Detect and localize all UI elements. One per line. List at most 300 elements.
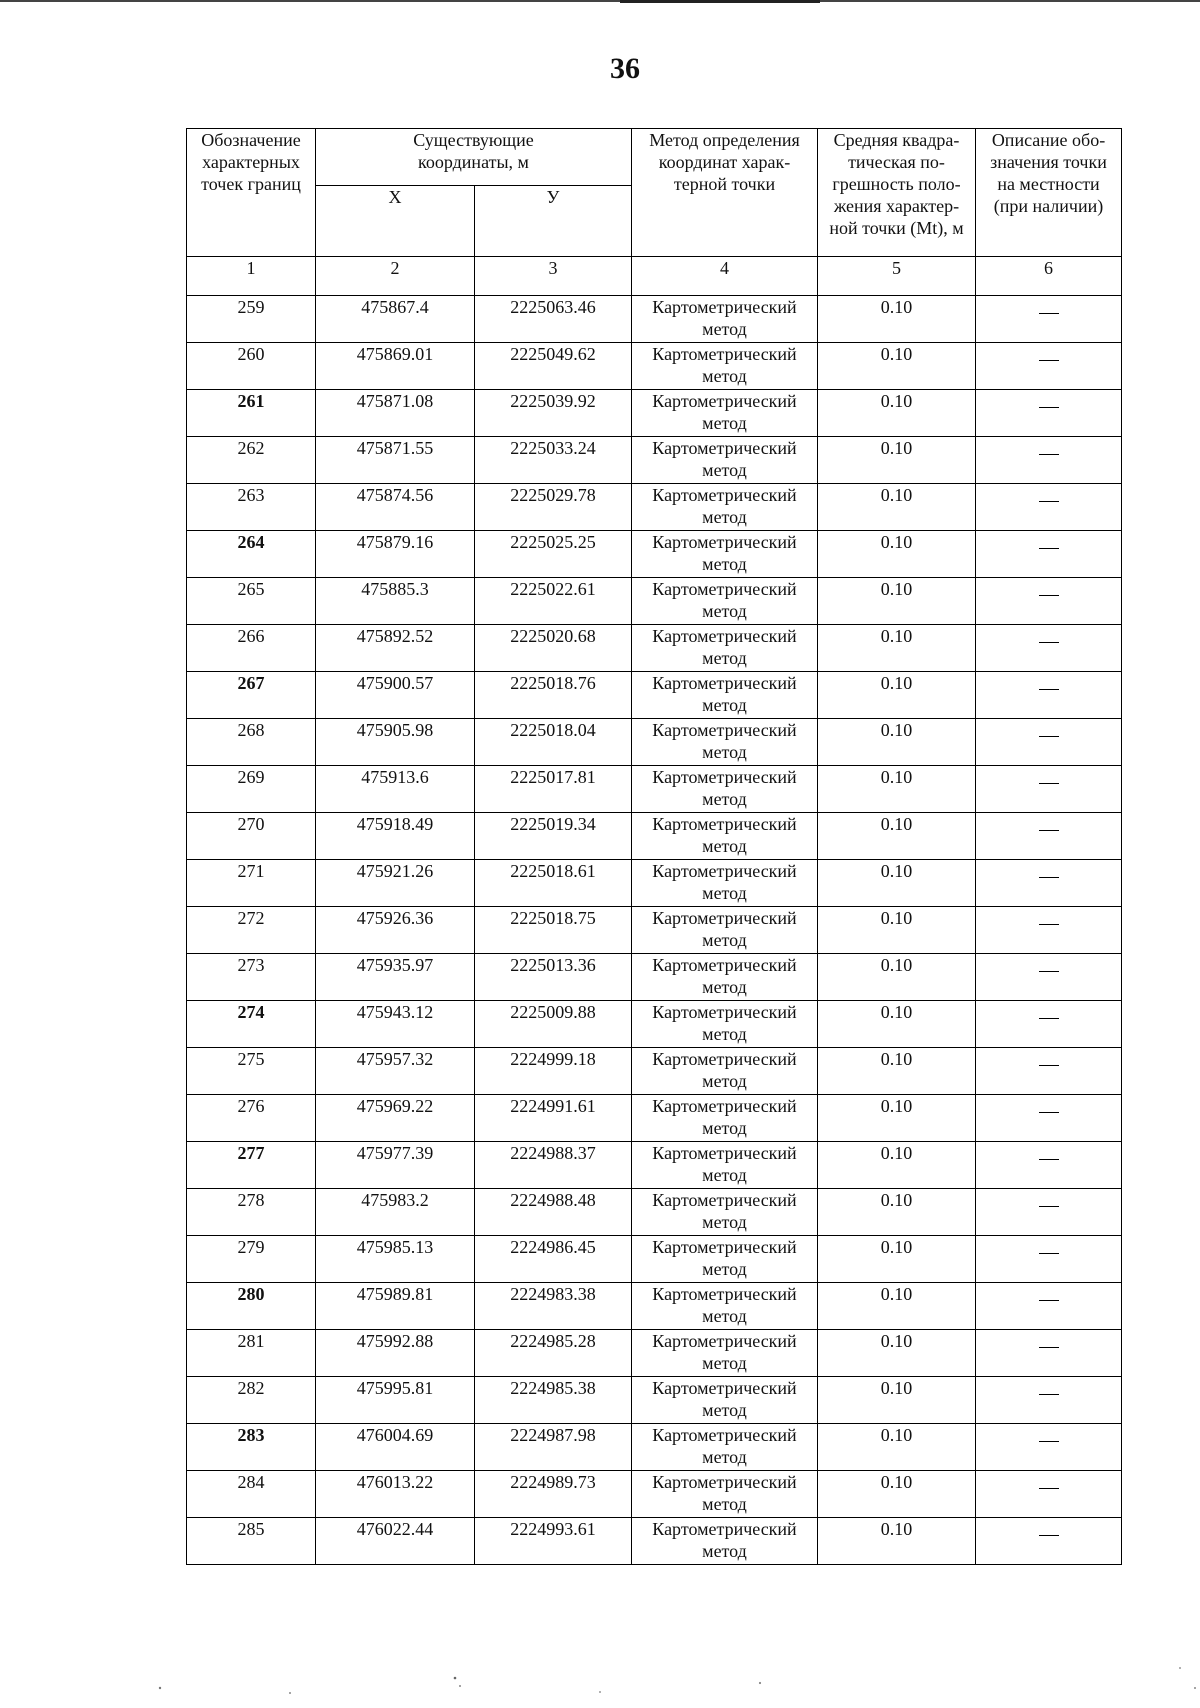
page-number: 36 — [610, 52, 640, 85]
method-line: Картометрический — [652, 767, 797, 787]
description-dash — [976, 1518, 1122, 1565]
point-number: 265 — [187, 578, 316, 625]
mean-square-error: 0.10 — [818, 860, 976, 907]
dash-mark — [1039, 1535, 1059, 1536]
description-dash — [976, 1095, 1122, 1142]
method-line: Картометрический — [652, 626, 797, 646]
method — [632, 907, 818, 954]
dash-mark — [1039, 548, 1059, 549]
method-line: метод — [702, 460, 747, 480]
coord-x: 475977.39 — [316, 1142, 475, 1189]
point-number: 285 — [187, 1518, 316, 1565]
mean-square-error: 0.10 — [818, 719, 976, 766]
coord-y: 2225018.75 — [475, 907, 632, 954]
method-line: метод — [702, 1400, 747, 1420]
coord-y: 2225033.24 — [475, 437, 632, 484]
method-line: метод — [702, 977, 747, 997]
method-line: метод — [702, 1165, 747, 1185]
table-row — [187, 813, 1122, 860]
header-line: характерных — [202, 152, 300, 172]
description-dash — [976, 1424, 1122, 1471]
header-line: точек границ — [201, 174, 301, 194]
mean-square-error: 0.10 — [818, 907, 976, 954]
coord-x: 475879.16 — [316, 531, 475, 578]
mean-square-error: 0.10 — [818, 343, 976, 390]
dash-mark — [1039, 1347, 1059, 1348]
point-number: 273 — [187, 954, 316, 1001]
coord-y: 2224983.38 — [475, 1283, 632, 1330]
point-number: 262 — [187, 437, 316, 484]
method — [632, 1095, 818, 1142]
method-line: Картометрический — [652, 1143, 797, 1163]
method — [632, 1048, 818, 1095]
method-line: Картометрический — [652, 485, 797, 505]
dash-mark — [1039, 1159, 1059, 1160]
method-line: Картометрический — [652, 1237, 797, 1257]
method-line: метод — [702, 1118, 747, 1138]
description-dash — [976, 390, 1122, 437]
coord-x: 475885.3 — [316, 578, 475, 625]
method-line: метод — [702, 413, 747, 433]
header-line: Описание обо- — [991, 130, 1106, 150]
mean-square-error: 0.10 — [818, 625, 976, 672]
mean-square-error: 0.10 — [818, 390, 976, 437]
table-row — [187, 390, 1122, 437]
method — [632, 390, 818, 437]
table-row — [187, 1518, 1122, 1565]
table-row — [187, 1001, 1122, 1048]
table-row — [187, 1283, 1122, 1330]
header-line: жения характер- — [833, 196, 960, 216]
dash-mark — [1039, 783, 1059, 784]
header-line: координат харак- — [658, 152, 791, 172]
description-dash — [976, 625, 1122, 672]
method — [632, 1142, 818, 1189]
dash-mark — [1039, 313, 1059, 314]
method-line: метод — [702, 1071, 747, 1091]
point-number: 271 — [187, 860, 316, 907]
method-line: Картометрический — [652, 1284, 797, 1304]
method-line: Картометрический — [652, 1519, 797, 1539]
coord-x: 476022.44 — [316, 1518, 475, 1565]
mean-square-error: 0.10 — [818, 813, 976, 860]
point-number: 280 — [187, 1283, 316, 1330]
table-row — [187, 343, 1122, 390]
header-line: Метод определения — [649, 130, 800, 150]
coord-x: 475869.01 — [316, 343, 475, 390]
method-line: Картометрический — [652, 1378, 797, 1398]
coord-y: 2225049.62 — [475, 343, 632, 390]
coord-x: 475918.49 — [316, 813, 475, 860]
table-row — [187, 672, 1122, 719]
table-row — [187, 860, 1122, 907]
dash-mark — [1039, 1300, 1059, 1301]
table-row — [187, 1142, 1122, 1189]
coord-x: 475995.81 — [316, 1377, 475, 1424]
description-dash — [976, 954, 1122, 1001]
method-line: Картометрический — [652, 720, 797, 740]
method — [632, 954, 818, 1001]
header-line: терной точки — [673, 174, 776, 194]
description-dash — [976, 578, 1122, 625]
dash-mark — [1039, 360, 1059, 361]
point-number: 264 — [187, 531, 316, 578]
method-line: Картометрический — [652, 673, 797, 693]
coord-x: 475957.32 — [316, 1048, 475, 1095]
mean-square-error: 0.10 — [818, 531, 976, 578]
method-line: метод — [702, 1541, 747, 1561]
method — [632, 296, 818, 343]
header-line: координаты, м — [418, 152, 529, 172]
scan-top-edge-line — [0, 0, 1200, 2]
column-number: 5 — [818, 257, 976, 296]
coord-y: 2225029.78 — [475, 484, 632, 531]
method-line: метод — [702, 1212, 747, 1232]
coord-x: 475871.55 — [316, 437, 475, 484]
mean-square-error: 0.10 — [818, 437, 976, 484]
coord-y: 2225020.68 — [475, 625, 632, 672]
column-number: 2 — [316, 257, 475, 296]
method-line: Картометрический — [652, 579, 797, 599]
method-line: метод — [702, 554, 747, 574]
point-number: 263 — [187, 484, 316, 531]
method-line: Картометрический — [652, 1331, 797, 1351]
point-number: 268 — [187, 719, 316, 766]
mean-square-error: 0.10 — [818, 954, 976, 1001]
method-line: Картометрический — [652, 391, 797, 411]
coord-x: 475983.2 — [316, 1189, 475, 1236]
method — [632, 437, 818, 484]
point-number: 260 — [187, 343, 316, 390]
point-number: 281 — [187, 1330, 316, 1377]
dash-mark — [1039, 1441, 1059, 1442]
coord-x: 475992.88 — [316, 1330, 475, 1377]
table-row — [187, 1095, 1122, 1142]
dash-mark — [1039, 1488, 1059, 1489]
description-dash — [976, 1048, 1122, 1095]
dash-mark — [1039, 595, 1059, 596]
dash-mark — [1039, 407, 1059, 408]
coord-y: 2224993.61 — [475, 1518, 632, 1565]
coord-x: 475943.12 — [316, 1001, 475, 1048]
coord-y: 2225017.81 — [475, 766, 632, 813]
coord-y: 2224985.28 — [475, 1330, 632, 1377]
mean-square-error: 0.10 — [818, 1471, 976, 1518]
column-number: 1 — [187, 257, 316, 296]
mean-square-error: 0.10 — [818, 1283, 976, 1330]
dash-mark — [1039, 1018, 1059, 1019]
coord-y: 2224988.37 — [475, 1142, 632, 1189]
description-dash — [976, 1189, 1122, 1236]
method-line: метод — [702, 1259, 747, 1279]
method — [632, 1189, 818, 1236]
column-number: 3 — [475, 257, 632, 296]
header-line: Существующие — [413, 130, 534, 150]
column-number: 6 — [976, 257, 1122, 296]
method — [632, 672, 818, 719]
point-number: 259 — [187, 296, 316, 343]
header-line: Обозначение — [201, 130, 301, 150]
method-line: Картометрический — [652, 1425, 797, 1445]
coord-x: 475969.22 — [316, 1095, 475, 1142]
table-row — [187, 484, 1122, 531]
header-existing-coordinates — [316, 129, 632, 186]
description-dash — [976, 343, 1122, 390]
coord-x: 475926.36 — [316, 907, 475, 954]
header-point-designation — [187, 129, 316, 257]
method — [632, 813, 818, 860]
method-line: метод — [702, 930, 747, 950]
coord-y: 2224986.45 — [475, 1236, 632, 1283]
dash-mark — [1039, 971, 1059, 972]
coord-x: 476004.69 — [316, 1424, 475, 1471]
coord-y: 2225039.92 — [475, 390, 632, 437]
method — [632, 578, 818, 625]
point-number: 276 — [187, 1095, 316, 1142]
table-row — [187, 296, 1122, 343]
coord-y: 2225013.36 — [475, 954, 632, 1001]
method-line: метод — [702, 1353, 747, 1373]
header-line: ной точки (Mt), м — [829, 218, 964, 238]
table-row — [187, 1471, 1122, 1518]
scan-top-edge-mark — [620, 0, 820, 3]
mean-square-error: 0.10 — [818, 1095, 976, 1142]
method-line: метод — [702, 1306, 747, 1326]
coord-x: 475989.81 — [316, 1283, 475, 1330]
header-line: значения точки — [990, 152, 1107, 172]
description-dash — [976, 1001, 1122, 1048]
dash-mark — [1039, 1206, 1059, 1207]
table-row — [187, 625, 1122, 672]
coord-y: 2225019.34 — [475, 813, 632, 860]
method — [632, 531, 818, 578]
coord-y: 2225018.61 — [475, 860, 632, 907]
method-line: метод — [702, 1447, 747, 1467]
coord-y: 2225025.25 — [475, 531, 632, 578]
method — [632, 1330, 818, 1377]
method — [632, 860, 818, 907]
coord-x: 475935.97 — [316, 954, 475, 1001]
method — [632, 719, 818, 766]
mean-square-error: 0.10 — [818, 1001, 976, 1048]
header-line: (при наличии) — [993, 196, 1104, 216]
coord-x: 475905.98 — [316, 719, 475, 766]
boundary-points-table — [186, 128, 1122, 1565]
table-row — [187, 1330, 1122, 1377]
description-dash — [976, 531, 1122, 578]
method-line: метод — [702, 883, 747, 903]
description-dash — [976, 860, 1122, 907]
coord-y: 2224989.73 — [475, 1471, 632, 1518]
header-line: грешность поло- — [832, 174, 961, 194]
coord-x: 475892.52 — [316, 625, 475, 672]
dash-mark — [1039, 830, 1059, 831]
mean-square-error: 0.10 — [818, 484, 976, 531]
coord-y: 2225063.46 — [475, 296, 632, 343]
mean-square-error: 0.10 — [818, 1189, 976, 1236]
description-dash — [976, 1471, 1122, 1518]
dash-mark — [1039, 1394, 1059, 1395]
description-dash — [976, 1236, 1122, 1283]
point-number: 269 — [187, 766, 316, 813]
method — [632, 1471, 818, 1518]
point-number: 277 — [187, 1142, 316, 1189]
table-row — [187, 1424, 1122, 1471]
method — [632, 1377, 818, 1424]
table-row — [187, 954, 1122, 1001]
table-row — [187, 1189, 1122, 1236]
method — [632, 1001, 818, 1048]
method — [632, 484, 818, 531]
method-line: метод — [702, 789, 747, 809]
dash-mark — [1039, 501, 1059, 502]
mean-square-error: 0.10 — [818, 1424, 976, 1471]
method-line: Картометрический — [652, 1190, 797, 1210]
dash-mark — [1039, 454, 1059, 455]
method-line: Картометрический — [652, 1002, 797, 1022]
method-line: Картометрический — [652, 814, 797, 834]
mean-square-error: 0.10 — [818, 1377, 976, 1424]
description-dash — [976, 1142, 1122, 1189]
method — [632, 1518, 818, 1565]
table-row — [187, 531, 1122, 578]
description-dash — [976, 719, 1122, 766]
point-number: 284 — [187, 1471, 316, 1518]
description-dash — [976, 1330, 1122, 1377]
point-number: 278 — [187, 1189, 316, 1236]
point-number: 274 — [187, 1001, 316, 1048]
point-number: 283 — [187, 1424, 316, 1471]
method — [632, 1236, 818, 1283]
description-dash — [976, 1283, 1122, 1330]
point-number: 279 — [187, 1236, 316, 1283]
method-line: Картометрический — [652, 908, 797, 928]
dash-mark — [1039, 689, 1059, 690]
method-line: метод — [702, 695, 747, 715]
mean-square-error: 0.10 — [818, 672, 976, 719]
method-line: метод — [702, 507, 747, 527]
mean-square-error: 0.10 — [818, 766, 976, 813]
coord-y: 2225018.04 — [475, 719, 632, 766]
point-number: 266 — [187, 625, 316, 672]
method-line: Картометрический — [652, 532, 797, 552]
coord-y: 2224991.61 — [475, 1095, 632, 1142]
header-line: Средняя квадра- — [833, 130, 960, 150]
header-line: тическая по- — [848, 152, 945, 172]
method — [632, 1424, 818, 1471]
method-line: Картометрический — [652, 955, 797, 975]
mean-square-error: 0.10 — [818, 296, 976, 343]
coord-y: 2225022.61 — [475, 578, 632, 625]
description-dash — [976, 672, 1122, 719]
table-row — [187, 766, 1122, 813]
description-dash — [976, 437, 1122, 484]
coord-y: 2224987.98 — [475, 1424, 632, 1471]
description-dash — [976, 296, 1122, 343]
header-method — [632, 129, 818, 257]
method-line: метод — [702, 319, 747, 339]
method — [632, 766, 818, 813]
dash-mark — [1039, 924, 1059, 925]
coord-y: 2224999.18 — [475, 1048, 632, 1095]
header-mean-square-error — [818, 129, 976, 257]
description-dash — [976, 813, 1122, 860]
method-line: метод — [702, 1024, 747, 1044]
coord-x: 475867.4 — [316, 296, 475, 343]
column-number: 4 — [632, 257, 818, 296]
point-number: 272 — [187, 907, 316, 954]
coord-y: 2225018.76 — [475, 672, 632, 719]
coord-x: 475985.13 — [316, 1236, 475, 1283]
method-line: метод — [702, 601, 747, 621]
table-row — [187, 907, 1122, 954]
dash-mark — [1039, 1065, 1059, 1066]
scan-noise — [0, 1648, 1200, 1708]
point-number: 261 — [187, 390, 316, 437]
point-number: 267 — [187, 672, 316, 719]
coord-x: 476013.22 — [316, 1471, 475, 1518]
coord-y: 2224985.38 — [475, 1377, 632, 1424]
method-line: метод — [702, 742, 747, 762]
coord-x: 475900.57 — [316, 672, 475, 719]
header-point-description — [976, 129, 1122, 257]
mean-square-error: 0.10 — [818, 1236, 976, 1283]
method-line: Картометрический — [652, 344, 797, 364]
dash-mark — [1039, 642, 1059, 643]
description-dash — [976, 907, 1122, 954]
coord-y: 2225009.88 — [475, 1001, 632, 1048]
method-line: метод — [702, 648, 747, 668]
method-line: Картометрический — [652, 438, 797, 458]
mean-square-error: 0.10 — [818, 1142, 976, 1189]
table-row — [187, 578, 1122, 625]
method — [632, 343, 818, 390]
mean-square-error: 0.10 — [818, 1048, 976, 1095]
coord-x: 475871.08 — [316, 390, 475, 437]
coord-x: 475913.6 — [316, 766, 475, 813]
description-dash — [976, 766, 1122, 813]
table-row — [187, 1236, 1122, 1283]
point-number: 270 — [187, 813, 316, 860]
method-line: Картометрический — [652, 1096, 797, 1116]
table-body — [187, 296, 1122, 1565]
mean-square-error: 0.10 — [818, 1518, 976, 1565]
table-row — [187, 437, 1122, 484]
header-x: X — [316, 186, 475, 257]
dash-mark — [1039, 1112, 1059, 1113]
point-number: 275 — [187, 1048, 316, 1095]
mean-square-error: 0.10 — [818, 578, 976, 625]
table-row — [187, 719, 1122, 766]
table-row — [187, 1377, 1122, 1424]
method — [632, 625, 818, 672]
mean-square-error: 0.10 — [818, 1330, 976, 1377]
coord-x: 475874.56 — [316, 484, 475, 531]
method-line: метод — [702, 366, 747, 386]
header-line: на местности — [997, 174, 1100, 194]
method-line: метод — [702, 1494, 747, 1514]
table-row — [187, 1048, 1122, 1095]
point-number: 282 — [187, 1377, 316, 1424]
description-dash — [976, 484, 1122, 531]
method-line: Картометрический — [652, 861, 797, 881]
method-line: Картометрический — [652, 1049, 797, 1069]
method-line: Картометрический — [652, 297, 797, 317]
method — [632, 1283, 818, 1330]
coord-y: 2224988.48 — [475, 1189, 632, 1236]
header-y: У — [475, 186, 632, 257]
dash-mark — [1039, 736, 1059, 737]
